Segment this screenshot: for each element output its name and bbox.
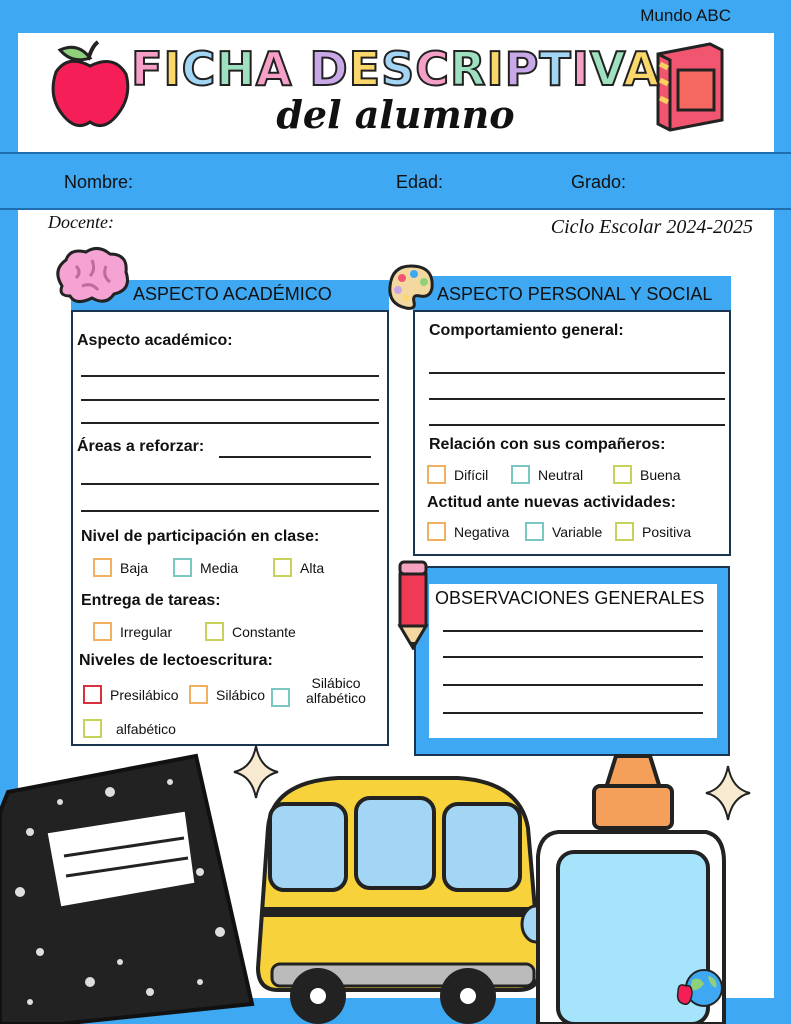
notebook-illustration: [0, 752, 260, 1024]
checkbox[interactable]: [173, 558, 192, 577]
checkbox[interactable]: [427, 465, 446, 484]
title-letter: V: [589, 42, 624, 96]
title-letter: I: [486, 42, 505, 96]
checkbox[interactable]: [271, 688, 290, 707]
title-letter: F: [131, 42, 164, 96]
relacion-label: Relación con sus compañeros:: [429, 436, 666, 453]
globe-logo-icon: [674, 966, 730, 1012]
answer-line: [81, 510, 379, 512]
option-neutral[interactable]: Neutral: [511, 465, 583, 484]
answer-line: [81, 483, 379, 485]
school-bus-illustration: [248, 768, 560, 1024]
title-letter: [293, 42, 310, 96]
title-letter: P: [504, 42, 540, 96]
title-letter: C: [415, 42, 451, 96]
option-variable[interactable]: Variable: [525, 522, 602, 541]
option-negativa[interactable]: Negativa: [427, 522, 509, 541]
page-title: [0, 42, 791, 96]
checkbox[interactable]: [93, 622, 112, 641]
answer-line: [219, 456, 371, 458]
title-letter: I: [163, 42, 182, 96]
title-letter: S: [381, 42, 416, 96]
checkbox[interactable]: [93, 558, 112, 577]
title-letter: I: [571, 42, 590, 96]
observations-box: [429, 584, 717, 738]
observations-panel: [414, 566, 730, 756]
lecto-label: Niveles de lectoescritura:: [79, 652, 273, 669]
pencil-icon: [394, 558, 432, 650]
participacion-label: Nivel de participación en clase:: [81, 528, 320, 545]
answer-line: [429, 424, 725, 426]
answer-line: [443, 684, 703, 686]
academic-heading: ASPECTO ACADÉMICO: [71, 280, 389, 312]
option-media[interactable]: Media: [173, 558, 238, 577]
checkbox[interactable]: [189, 685, 208, 704]
tareas-label: Entrega de tareas:: [81, 592, 221, 609]
title-letter: D: [309, 42, 349, 96]
answer-line: [429, 398, 725, 400]
areas-label: Áreas a reforzar:: [77, 438, 205, 455]
answer-line: [81, 399, 379, 401]
checkbox[interactable]: [273, 558, 292, 577]
docente-label: Docente:: [48, 212, 114, 232]
title-letter: R: [450, 42, 487, 96]
option-baja[interactable]: Baja: [93, 558, 148, 577]
checkbox[interactable]: [427, 522, 446, 541]
title-letter: E: [348, 42, 382, 96]
option-alta[interactable]: Alta: [273, 558, 324, 577]
option-buena[interactable]: Buena: [613, 465, 680, 484]
nombre-label: Nombre:: [64, 172, 134, 192]
checkbox[interactable]: [511, 465, 530, 484]
option-silabico-alfabetico[interactable]: Silábico alfabético: [271, 674, 374, 707]
checkbox[interactable]: [613, 465, 632, 484]
page-subtitle: del alumno: [276, 92, 515, 137]
school-year-label: Ciclo Escolar 2024-2025: [550, 216, 753, 238]
answer-line: [429, 372, 725, 374]
option-constante[interactable]: Constante: [205, 622, 296, 641]
checkbox[interactable]: [615, 522, 634, 541]
title-letter: A: [255, 42, 293, 96]
academic-card: [71, 280, 389, 746]
title-letter: A: [623, 42, 660, 96]
checkbox[interactable]: [525, 522, 544, 541]
answer-line: [443, 712, 703, 714]
answer-line: [81, 422, 379, 424]
option-positiva[interactable]: Positiva: [615, 522, 691, 541]
answer-line: [81, 375, 379, 377]
brand-label: Mundo ABC: [640, 6, 731, 25]
personal-card: [413, 276, 731, 556]
brain-icon: [52, 246, 132, 308]
option-irregular[interactable]: Irregular: [93, 622, 172, 641]
option-alfabetico[interactable]: alfabético: [83, 719, 176, 738]
personal-heading: ASPECTO PERSONAL Y SOCIAL: [413, 276, 731, 312]
observations-heading: OBSERVACIONES GENERALES: [435, 588, 705, 608]
comportamiento-label: Comportamiento general:: [429, 322, 624, 339]
grado-label: Grado:: [571, 172, 627, 192]
checkbox[interactable]: [83, 719, 102, 738]
checkbox[interactable]: [83, 685, 102, 704]
palette-icon: [386, 262, 436, 312]
aspecto-label: Aspecto académico:: [77, 332, 233, 349]
title-letter: C: [181, 42, 217, 96]
option-silabico[interactable]: Silábico: [189, 685, 265, 704]
checkbox[interactable]: [205, 622, 224, 641]
student-info-band: [0, 152, 791, 210]
actitud-label: Actitud ante nuevas actividades:: [427, 494, 676, 511]
answer-line: [443, 630, 703, 632]
answer-line: [443, 656, 703, 658]
title-letter: T: [539, 42, 572, 96]
option-presilabico[interactable]: Presilábico: [83, 685, 178, 704]
title-letter: H: [216, 42, 256, 96]
edad-label: Edad:: [396, 172, 444, 192]
option-dificil[interactable]: Difícil: [427, 465, 488, 484]
